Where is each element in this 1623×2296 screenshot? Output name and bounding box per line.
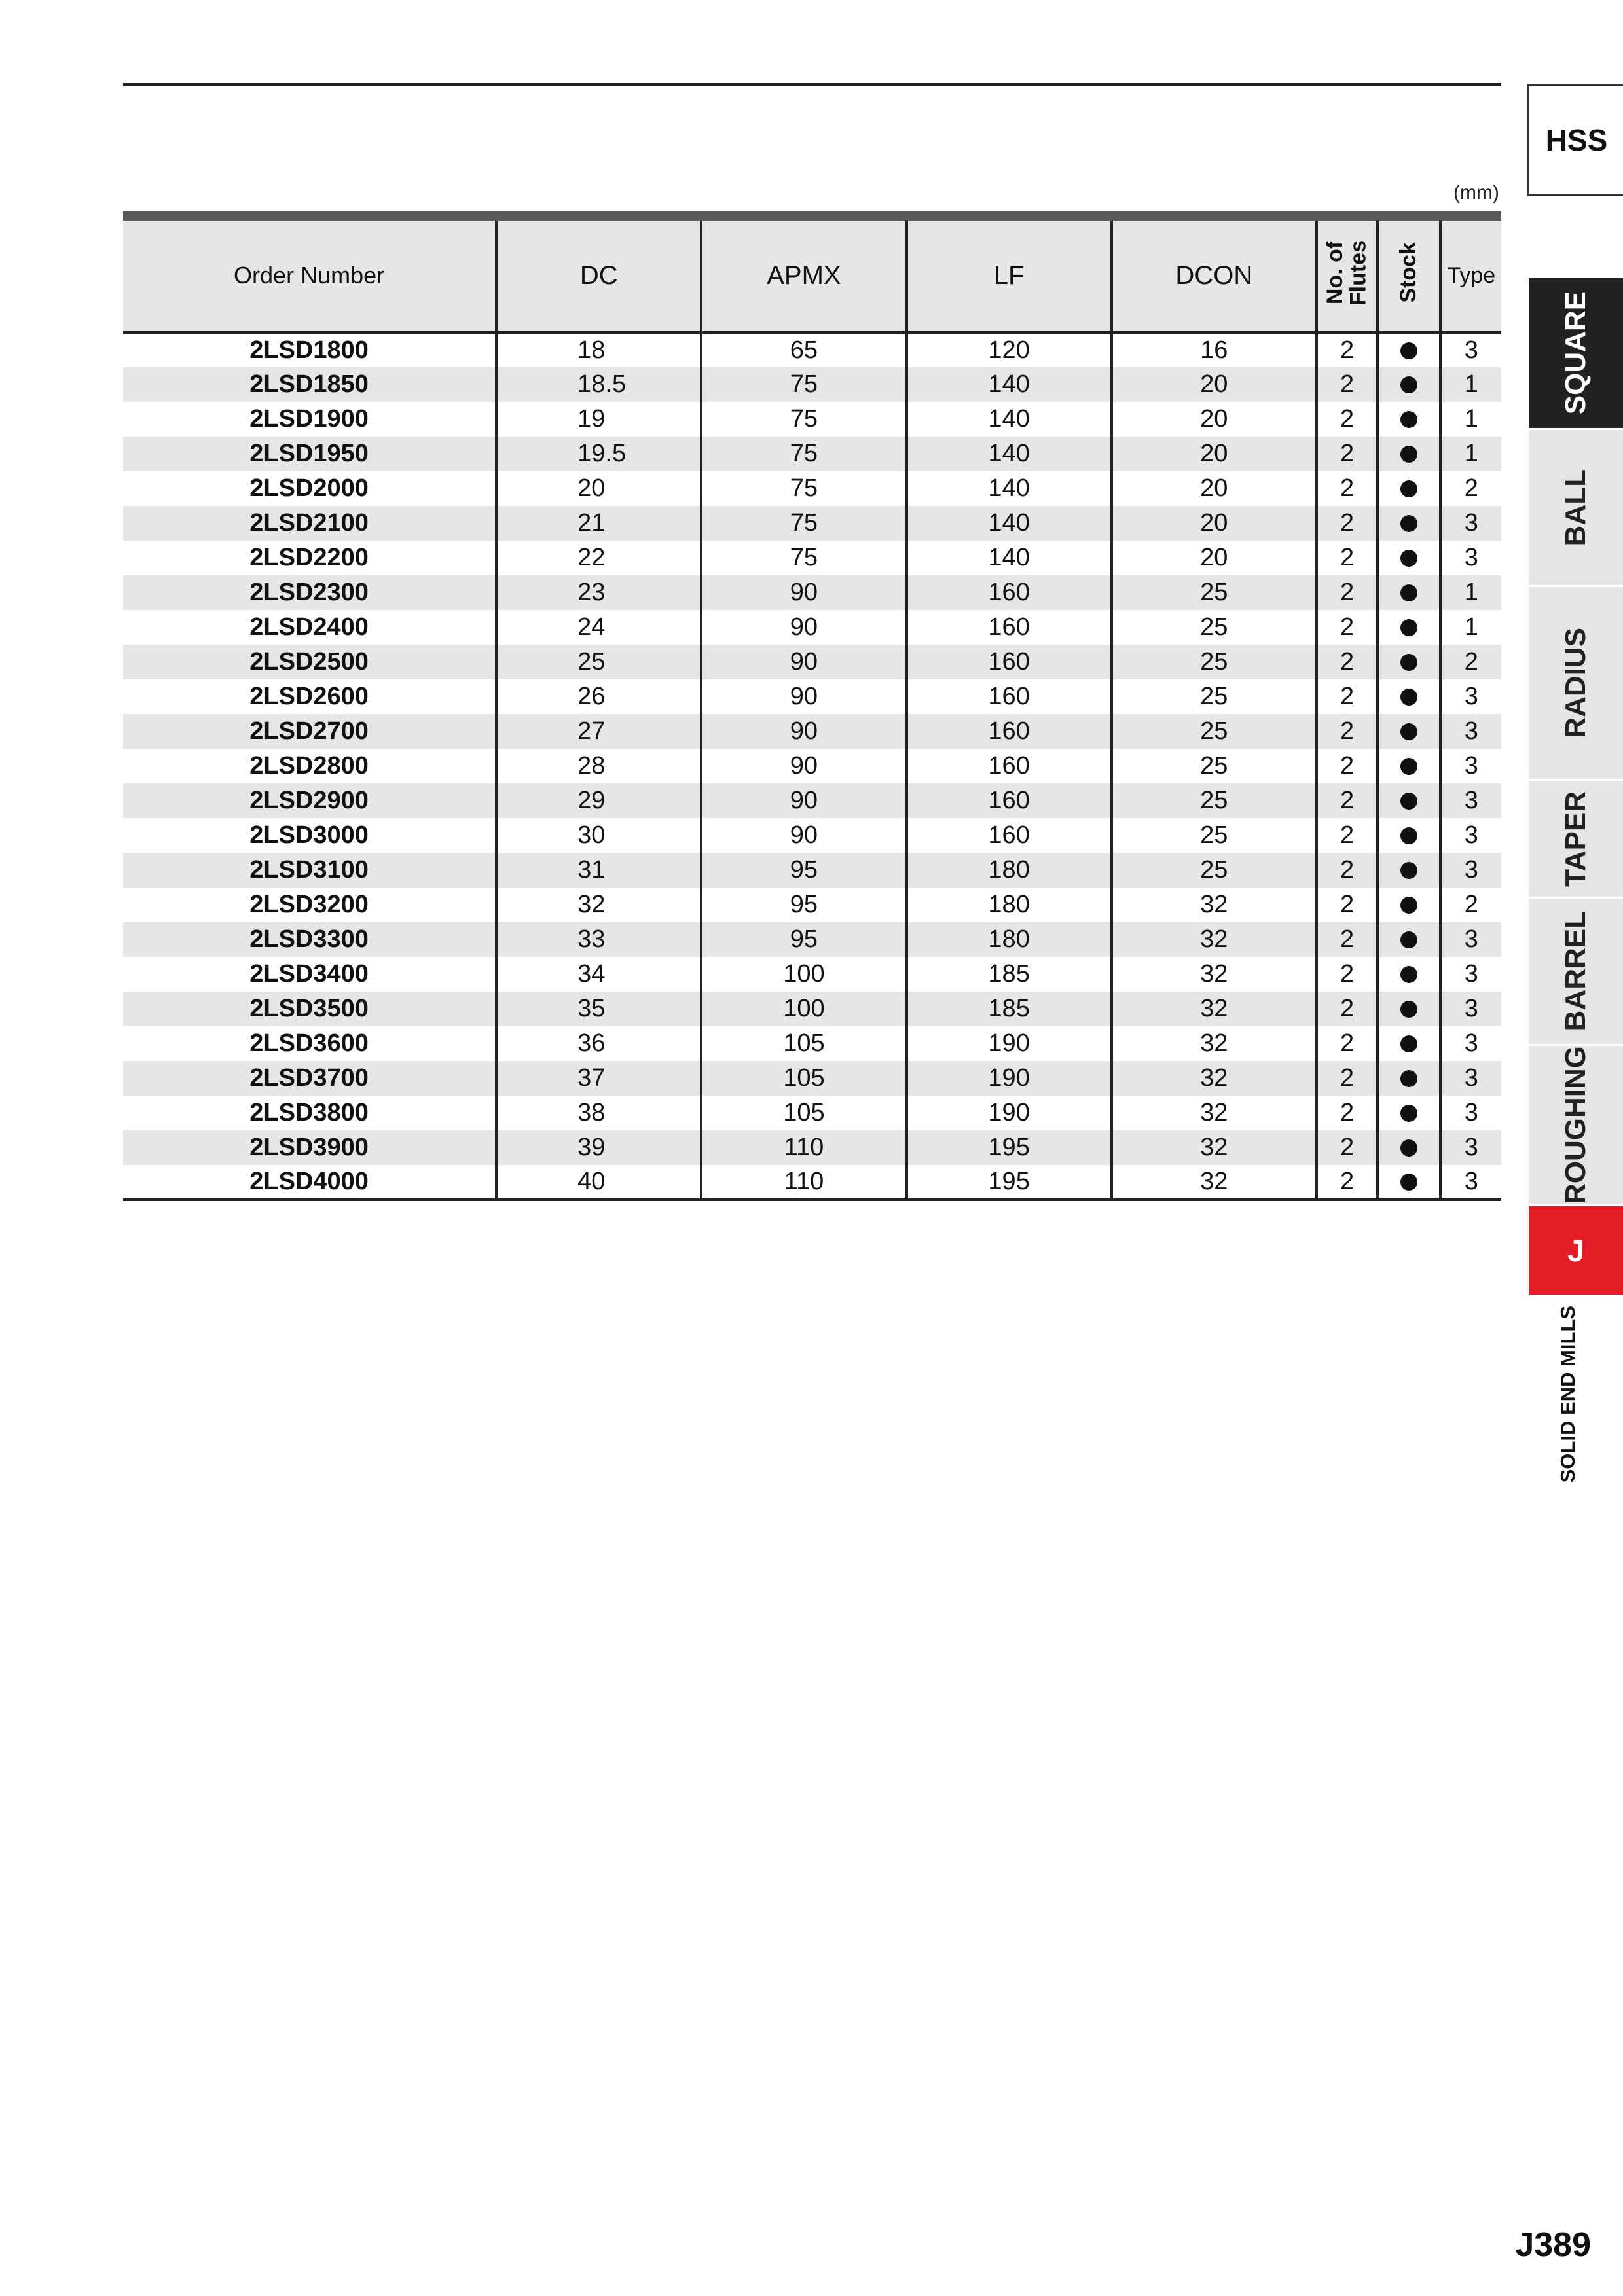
cell-dc: 26 [496,679,701,714]
cell-lf: 160 [907,783,1112,818]
table-row [123,714,1501,749]
cell-flutes: 2 [1317,402,1377,437]
table-row [123,1130,1501,1165]
cell-apmx: 95 [701,922,906,957]
category-label: HSS [1527,84,1623,196]
tab-roughing-label: ROUGHING [1559,1046,1592,1204]
cell-apmx: 95 [701,853,906,888]
cell-stock [1377,1026,1440,1061]
table-row [123,471,1501,506]
cell-order-number: 2LSD2000 [249,474,369,502]
cell-stock [1377,471,1440,506]
cell-dcon: 32 [1112,1026,1317,1061]
cell-dcon: 32 [1112,992,1317,1026]
cell-apmx: 100 [701,957,906,992]
cell-order-number: 2LSD1800 [249,336,369,364]
cell-order-number: 2LSD3200 [249,890,369,918]
cell-flutes: 2 [1317,437,1377,471]
cell-lf: 160 [907,818,1112,853]
cell-lf: 195 [907,1165,1112,1200]
cell-flutes: 2 [1317,749,1377,783]
cell-lf: 195 [907,1130,1112,1165]
header-flutes-line1: No. of [1322,241,1347,304]
table-row [123,332,1501,367]
cell-lf: 180 [907,888,1112,922]
table-row [123,749,1501,783]
stock-dot-icon [1400,411,1417,428]
cell-stock [1377,506,1440,541]
header-stock-text: Stock [1396,242,1421,304]
cell-dc: 30 [496,818,701,853]
header-order-number: Order Number [123,216,496,332]
cell-apmx: 100 [701,992,906,1026]
tab-square[interactable] [1529,276,1623,428]
cell-dc: 18 [496,332,701,367]
cell-stock [1377,541,1440,575]
cell-stock [1377,957,1440,992]
cell-lf: 160 [907,749,1112,783]
cell-dc: 25 [496,645,701,679]
product-table [123,211,1501,1201]
cell-lf: 190 [907,1061,1112,1096]
stock-dot-icon [1400,480,1417,497]
cell-dc: 24 [496,610,701,645]
cell-dcon: 32 [1112,888,1317,922]
cell-lf: 190 [907,1096,1112,1130]
cell-lf: 190 [907,1026,1112,1061]
table-row [123,957,1501,992]
table-row [123,367,1501,402]
cell-dcon: 20 [1112,367,1317,402]
cell-lf: 160 [907,714,1112,749]
cell-type: 3 [1440,714,1501,749]
cell-type: 2 [1440,888,1501,922]
cell-stock [1377,818,1440,853]
table-body [123,332,1501,1200]
header-dc: DC [496,216,701,332]
header-flutes [1317,216,1377,332]
cell-type: 3 [1440,332,1501,367]
cell-dc: 39 [496,1130,701,1165]
cell-dcon: 25 [1112,645,1317,679]
tab-ball-label: BALL [1559,469,1592,547]
cell-dcon: 20 [1112,506,1317,541]
cell-flutes: 2 [1317,471,1377,506]
cell-flutes: 2 [1317,853,1377,888]
cell-apmx: 105 [701,1026,906,1061]
cell-type: 3 [1440,749,1501,783]
cell-dcon: 25 [1112,749,1317,783]
cell-stock [1377,714,1440,749]
tab-barrel[interactable] [1529,897,1623,1044]
cell-dc: 27 [496,714,701,749]
cell-dc: 38 [496,1096,701,1130]
cell-order-number: 2LSD2100 [123,506,496,541]
cell-dc: 19 [496,402,701,437]
cell-stock [1377,749,1440,783]
tab-taper-label: TAPER [1559,791,1592,887]
cell-stock [1377,853,1440,888]
table-row [123,922,1501,957]
table-row [123,541,1501,575]
cell-flutes: 2 [1317,714,1377,749]
cell-order-number: 2LSD1950 [123,437,496,471]
cell-flutes: 2 [1317,575,1377,610]
cell-apmx: 75 [701,367,906,402]
cell-dcon: 20 [1112,402,1317,437]
cell-stock [1377,1130,1440,1165]
stock-dot-icon [1400,654,1417,671]
stock-dot-icon [1400,515,1417,532]
cell-lf: 185 [907,957,1112,992]
cell-apmx: 75 [701,506,906,541]
cell-dc: 22 [496,541,701,575]
cell-lf: 160 [907,575,1112,610]
cell-apmx: 90 [701,749,906,783]
cell-type: 1 [1440,610,1501,645]
cell-flutes: 2 [1317,1165,1377,1200]
cell-dcon: 32 [1112,1061,1317,1096]
cell-apmx: 75 [701,402,906,437]
cell-order-number: 2LSD1900 [249,404,369,433]
cell-lf: 140 [907,506,1112,541]
cell-stock [1377,888,1440,922]
tab-square-label: SQUARE [1559,291,1592,415]
cell-type: 3 [1440,1130,1501,1165]
cell-stock [1377,679,1440,714]
stock-dot-icon [1400,862,1417,879]
cell-dcon: 32 [1112,1130,1317,1165]
cell-type: 3 [1440,783,1501,818]
cell-flutes: 2 [1317,610,1377,645]
cell-order-number: 2LSD2400 [249,613,369,641]
stock-dot-icon [1400,550,1417,567]
cell-flutes: 2 [1317,1026,1377,1061]
cell-type: 3 [1440,957,1501,992]
cell-order-number: 2LSD3700 [123,1061,496,1096]
cell-type: 3 [1440,1026,1501,1061]
stock-dot-icon [1400,827,1417,844]
cell-dc: 36 [496,1026,701,1061]
table-row [123,783,1501,818]
cell-dcon: 16 [1112,332,1317,367]
stock-dot-icon [1400,931,1417,948]
cell-stock [1377,332,1440,367]
cell-apmx: 75 [701,471,906,506]
cell-dcon: 25 [1112,818,1317,853]
cell-type: 1 [1440,367,1501,402]
header-type: Type [1440,216,1501,332]
cell-flutes: 2 [1317,506,1377,541]
header-apmx: APMX [701,216,906,332]
cell-lf: 140 [907,471,1112,506]
stock-dot-icon [1400,758,1417,775]
cell-lf: 140 [907,367,1112,402]
tab-radius-label: RADIUS [1559,628,1592,738]
cell-dc: 34 [496,957,701,992]
cell-stock [1377,645,1440,679]
cell-apmx: 90 [701,645,906,679]
stock-dot-icon [1400,723,1417,740]
cell-order-number: 2LSD2500 [123,645,496,679]
tab-ball[interactable] [1529,428,1623,585]
cell-type: 2 [1440,471,1501,506]
header-flutes-text [1324,240,1370,306]
stock-dot-icon [1400,376,1417,393]
cell-stock [1377,575,1440,610]
cell-dc: 21 [496,506,701,541]
cell-lf: 140 [907,437,1112,471]
cell-flutes: 2 [1317,783,1377,818]
stock-dot-icon [1400,446,1417,463]
table-row [123,610,1501,645]
cell-order-number: 2LSD3300 [123,922,496,957]
table-row [123,853,1501,888]
cell-flutes: 2 [1317,1061,1377,1096]
top-rule [123,83,1501,86]
cell-apmx: 105 [701,1096,906,1130]
table-row [123,679,1501,714]
cell-dcon: 20 [1112,471,1317,506]
table-row [123,1165,1501,1200]
table-row [123,402,1501,437]
stock-dot-icon [1400,1139,1417,1157]
cell-dc: 23 [496,575,701,610]
cell-dcon: 25 [1112,783,1317,818]
cell-dcon: 20 [1112,541,1317,575]
stock-dot-icon [1400,584,1417,601]
cell-flutes: 2 [1317,1130,1377,1165]
stock-dot-icon [1400,793,1417,810]
cell-dcon: 32 [1112,1165,1317,1200]
cell-apmx: 110 [701,1165,906,1200]
cell-apmx: 90 [701,610,906,645]
cell-dc: 19.5 [496,437,701,471]
cell-dc: 31 [496,853,701,888]
cell-dcon: 25 [1112,575,1317,610]
header-stock [1377,216,1440,332]
cell-dc: 32 [496,888,701,922]
section-title [1539,1299,1597,1489]
cell-flutes: 2 [1317,818,1377,853]
cell-flutes: 2 [1317,957,1377,992]
stock-dot-icon [1400,966,1417,983]
cell-lf: 185 [907,992,1112,1026]
cell-dcon: 25 [1112,853,1317,888]
tab-barrel-label: BARREL [1559,911,1592,1031]
cell-dc: 33 [496,922,701,957]
cell-flutes: 2 [1317,992,1377,1026]
cell-dcon: 32 [1112,1096,1317,1130]
cell-type: 3 [1440,922,1501,957]
cell-lf: 140 [907,541,1112,575]
stock-dot-icon [1400,1174,1417,1191]
cell-order-number: 2LSD3500 [123,992,496,1026]
cell-apmx: 105 [701,1061,906,1096]
table-row [123,1061,1501,1096]
cell-lf: 140 [907,402,1112,437]
stock-dot-icon [1400,619,1417,636]
cell-dcon: 20 [1112,437,1317,471]
cell-lf: 160 [907,679,1112,714]
cell-type: 3 [1440,541,1501,575]
cell-flutes: 2 [1317,367,1377,402]
cell-type: 3 [1440,1061,1501,1096]
tab-radius[interactable] [1529,585,1623,779]
cell-stock [1377,992,1440,1026]
page-number: J389 [1515,2226,1591,2264]
cell-apmx: 90 [701,783,906,818]
cell-apmx: 90 [701,575,906,610]
cell-stock [1377,402,1440,437]
cell-apmx: 65 [701,332,906,367]
cell-flutes: 2 [1317,332,1377,367]
cell-type: 1 [1440,575,1501,610]
cell-dc: 28 [496,749,701,783]
cell-lf: 160 [907,610,1112,645]
cell-flutes: 2 [1317,645,1377,679]
cell-flutes: 2 [1317,541,1377,575]
stock-dot-icon [1400,1070,1417,1087]
section-letter: J [1567,1233,1584,1268]
unit-label: (mm) [1453,182,1499,204]
cell-dcon: 25 [1112,610,1317,645]
cell-dc: 37 [496,1061,701,1096]
cell-order-number: 2LSD2900 [123,783,496,818]
cell-flutes: 2 [1317,679,1377,714]
table-row [123,1096,1501,1130]
table-header-row [123,216,1501,332]
cell-stock [1377,1165,1440,1200]
cell-order-number: 2LSD3400 [249,960,369,988]
cell-dcon: 25 [1112,714,1317,749]
tab-taper[interactable] [1529,779,1623,897]
cell-flutes: 2 [1317,888,1377,922]
cell-stock [1377,1061,1440,1096]
cell-order-number: 2LSD3600 [249,1029,369,1057]
cell-order-number: 2LSD1850 [123,367,496,402]
table-row [123,818,1501,853]
cell-order-number: 2LSD2700 [123,714,496,749]
cell-lf: 160 [907,645,1112,679]
cell-lf: 180 [907,853,1112,888]
cell-lf: 120 [907,332,1112,367]
cell-type: 3 [1440,1165,1501,1200]
table-row [123,888,1501,922]
stock-dot-icon [1400,689,1417,706]
stock-dot-icon [1400,342,1417,359]
cell-order-number: 2LSD2600 [249,682,369,710]
header-lf: LF [907,216,1112,332]
section-title-text: SOLID END MILLS [1556,1305,1579,1483]
cell-type: 3 [1440,818,1501,853]
tab-roughing[interactable] [1529,1044,1623,1204]
header-flutes-line2: Flutes [1345,240,1371,306]
table-row [123,575,1501,610]
cell-stock [1377,922,1440,957]
cell-order-number: 2LSD3800 [249,1098,369,1126]
cell-order-number: 2LSD2800 [249,751,369,780]
cell-dcon: 32 [1112,922,1317,957]
table-row [123,992,1501,1026]
stock-dot-icon [1400,1001,1417,1018]
cell-order-number: 2LSD3000 [249,821,369,849]
cell-stock [1377,610,1440,645]
cell-type: 3 [1440,992,1501,1026]
cell-dc: 29 [496,783,701,818]
stock-dot-icon [1400,1035,1417,1052]
cell-type: 2 [1440,645,1501,679]
table-row [123,645,1501,679]
cell-type: 1 [1440,437,1501,471]
cell-apmx: 90 [701,679,906,714]
header-dcon: DCON [1112,216,1317,332]
cell-type: 1 [1440,402,1501,437]
cell-type: 3 [1440,679,1501,714]
cell-flutes: 2 [1317,1096,1377,1130]
table-row [123,506,1501,541]
section-letter-tab[interactable] [1529,1204,1623,1295]
cell-dc: 20 [496,471,701,506]
cell-apmx: 95 [701,888,906,922]
cell-type: 3 [1440,853,1501,888]
cell-stock [1377,367,1440,402]
cell-stock [1377,783,1440,818]
cell-dcon: 32 [1112,957,1317,992]
cell-apmx: 90 [701,714,906,749]
cell-stock [1377,1096,1440,1130]
cell-order-number: 2LSD3100 [123,853,496,888]
cell-order-number: 2LSD2200 [249,543,369,571]
cell-type: 3 [1440,1096,1501,1130]
cell-stock [1377,437,1440,471]
cell-apmx: 110 [701,1130,906,1165]
cell-apmx: 75 [701,541,906,575]
cell-flutes: 2 [1317,922,1377,957]
cell-dc: 18.5 [496,367,701,402]
cell-order-number: 2LSD4000 [123,1165,496,1200]
table-row [123,1026,1501,1061]
cell-type: 3 [1440,506,1501,541]
stock-dot-icon [1400,1105,1417,1122]
cell-order-number: 2LSD2300 [123,575,496,610]
table-row [123,437,1501,471]
cell-dc: 35 [496,992,701,1026]
cell-dc: 40 [496,1165,701,1200]
stock-dot-icon [1400,897,1417,914]
cell-order-number: 2LSD3900 [123,1130,496,1165]
cell-apmx: 75 [701,437,906,471]
cell-lf: 180 [907,922,1112,957]
cell-apmx: 90 [701,818,906,853]
cell-dcon: 25 [1112,679,1317,714]
